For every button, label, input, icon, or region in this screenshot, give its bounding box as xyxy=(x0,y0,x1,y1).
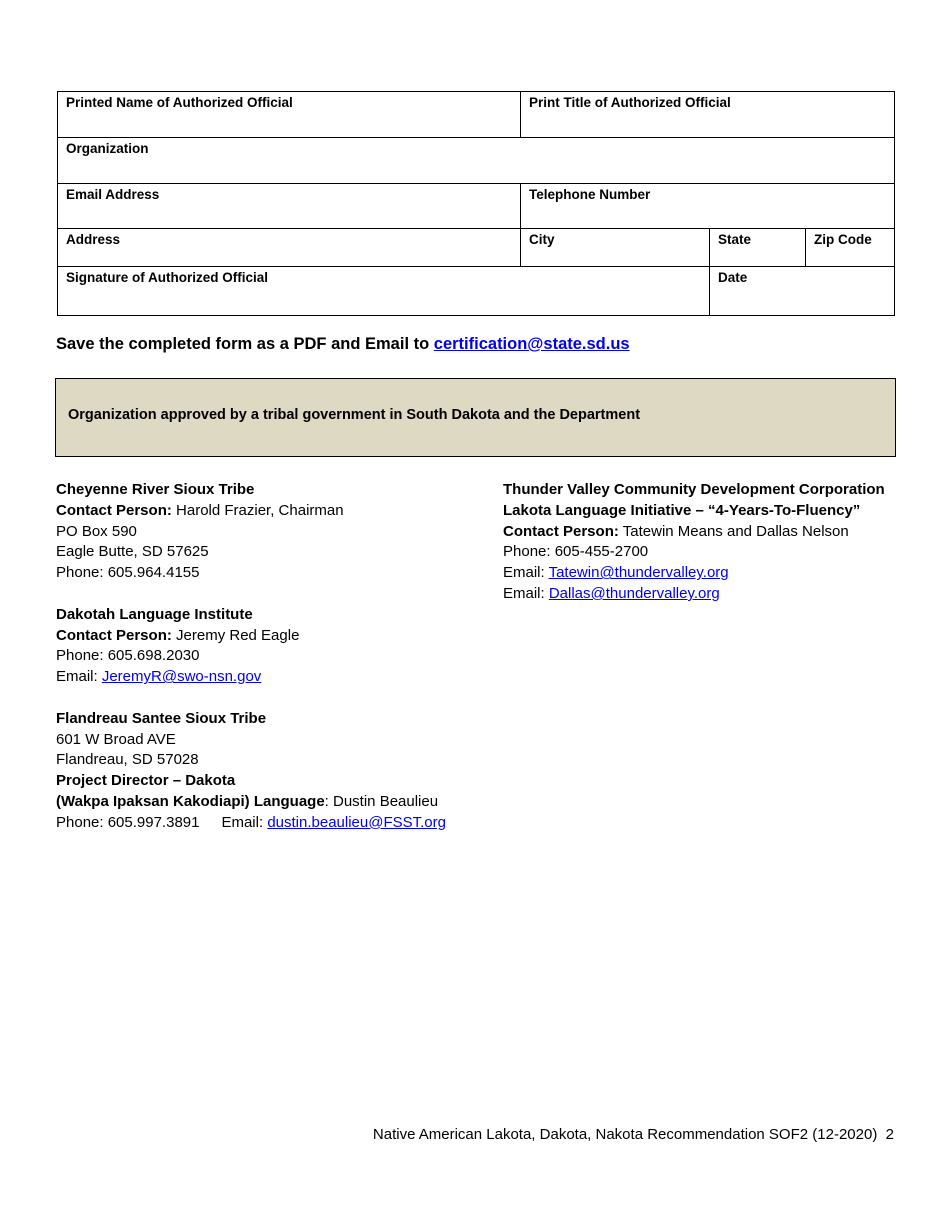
org-dakotah-language xyxy=(56,605,496,688)
address-line-2: Flandreau, SD 57028 xyxy=(56,751,199,769)
org-name: Thunder Valley Community Development Corporation xyxy=(503,481,885,498)
telephone-field[interactable]: Telephone Number xyxy=(521,184,895,229)
email-address-field[interactable]: Email Address xyxy=(58,184,521,229)
initiative-line: Lakota Language Initiative – “4-Years-To-Fluency” xyxy=(503,501,861,519)
printed-name-field[interactable]: Printed Name of Authorized Official xyxy=(58,92,521,138)
save-instructions-text: Save the completed form as a PDF and Email to xyxy=(56,335,434,353)
org-name: Dakotah Language Institute xyxy=(56,605,253,623)
flandreau-email-link[interactable]: dustin.beaulieu@FSST.org xyxy=(267,813,446,831)
dallas-email-link[interactable]: Dallas@thundervalley.org xyxy=(548,584,720,602)
email-line xyxy=(56,667,496,688)
page-number: 2 xyxy=(885,1126,894,1143)
contact-value: Harold Frazier, Chairman xyxy=(171,501,344,519)
contact-label: Contact Person: xyxy=(56,501,172,519)
contact-label: Contact Person: xyxy=(56,626,172,644)
left-org-column xyxy=(56,480,496,834)
state-field[interactable]: State xyxy=(710,229,806,267)
phone-text: Phone: 605.997.3891 xyxy=(56,813,200,831)
org-flandreau-santee xyxy=(56,709,496,834)
contact-line xyxy=(56,626,496,647)
director-line-1: Project Director – Dakota xyxy=(56,772,236,790)
contact-value: Tatewin Means and Dallas Nelson xyxy=(618,522,849,540)
contact-line xyxy=(56,501,496,522)
director-value: : Dustin Beaulieu xyxy=(324,792,439,810)
email-label: Email: xyxy=(221,813,268,831)
certification-email-link[interactable]: certification@state.sd.us xyxy=(433,335,630,353)
official-info-table xyxy=(57,91,895,316)
right-org-column xyxy=(503,480,903,605)
phone-line: Phone: 605.698.2030 xyxy=(56,647,200,665)
address-line-1: 601 W Broad AVE xyxy=(56,730,176,748)
address-line-1: PO Box 590 xyxy=(56,522,137,540)
contact-label: Contact Person: xyxy=(503,522,619,540)
contact-value: Jeremy Red Eagle xyxy=(171,626,300,644)
phone-email-line xyxy=(56,813,496,834)
city-field[interactable]: City xyxy=(521,229,710,267)
tatewin-email-link[interactable]: Tatewin@thundervalley.org xyxy=(548,564,729,582)
organization-field[interactable]: Organization xyxy=(58,138,895,184)
date-field[interactable]: Date xyxy=(710,267,895,316)
director-line-2 xyxy=(56,792,496,813)
approved-org-banner xyxy=(55,378,896,457)
page-footer xyxy=(373,1126,894,1143)
banner-text: Organization approved by a tribal government in South Dakota and the Department xyxy=(68,407,641,423)
email-line-2 xyxy=(503,584,903,605)
email-line-1 xyxy=(503,563,903,584)
address-field[interactable]: Address xyxy=(58,229,521,267)
contact-line xyxy=(503,522,903,543)
org-thunder-valley xyxy=(503,480,903,605)
save-instructions xyxy=(56,335,630,354)
director-label: (Wakpa Ipaksan Kakodiapi) Language xyxy=(56,792,325,810)
phone-line: Phone: 605.964.4155 xyxy=(56,564,200,582)
signature-field[interactable]: Signature of Authorized Official xyxy=(58,267,710,316)
email-label: Email: xyxy=(56,668,102,686)
email-label: Email: xyxy=(503,584,549,602)
org-name: Cheyenne River Sioux Tribe xyxy=(56,481,255,498)
email-label: Email: xyxy=(503,564,549,582)
zip-code-field[interactable]: Zip Code xyxy=(806,229,895,267)
phone-line: Phone: 605-455-2700 xyxy=(503,543,649,561)
org-name: Flandreau Santee Sioux Tribe xyxy=(56,709,267,727)
footer-text: Native American Lakota, Dakota, Nakota Recommendation SOF2 (12-2020) xyxy=(372,1126,878,1143)
dakotah-email-link[interactable]: JeremyR@swo-nsn.gov xyxy=(101,668,262,686)
address-line-2: Eagle Butte, SD 57625 xyxy=(56,543,209,561)
print-title-field[interactable]: Print Title of Authorized Official xyxy=(521,92,895,138)
org-cheyenne-river xyxy=(56,480,496,584)
